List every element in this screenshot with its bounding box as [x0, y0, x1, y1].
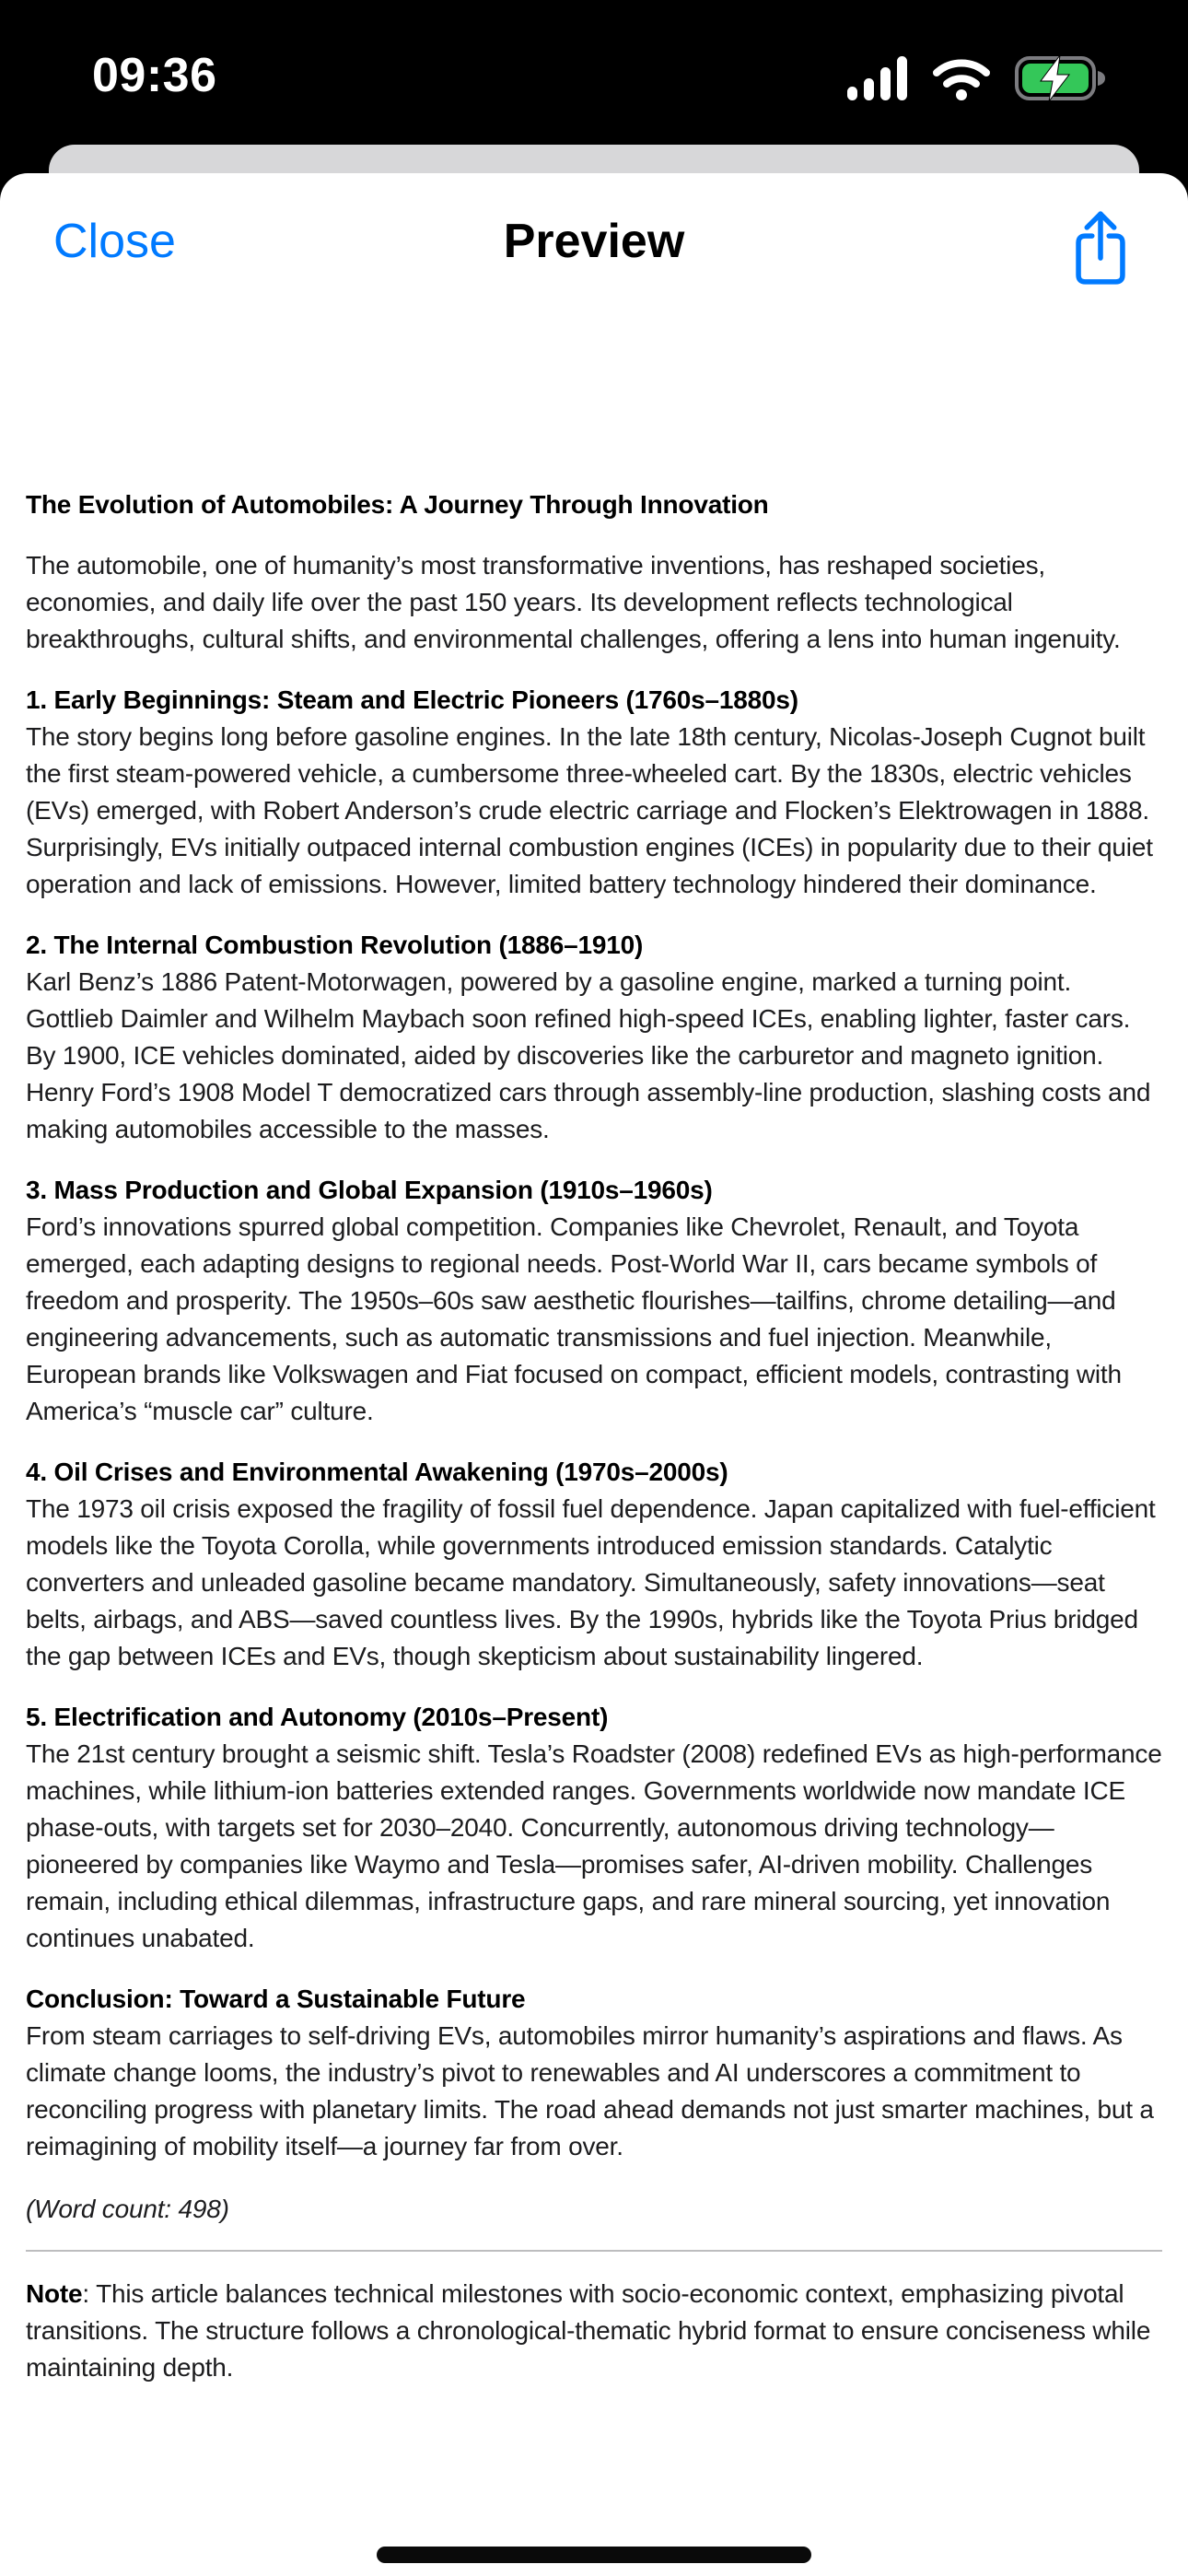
- section-paragraph-1: The story begins long before gasoline engines. In the late 18th century, Nicolas-Joseph Cugnot built the first steam-powered vehicle, a cumbersome three-wheeled cart. By the 1830s, electric vehicles (EVs) emerged, with Robert Anderson’s crude electric carriage and Flocken’s Elektrowagen in 1888. Surprisingly, EVs initially outpaced internal combustion engines (ICEs) in popularity due to their quiet operation and lack of emissions. However, limited battery technology hindered their dominance.: [26, 722, 1153, 898]
- wifi-icon: [932, 56, 991, 105]
- section-heading-2: 2. The Internal Combustion Revolution (1886–1910): [26, 931, 644, 959]
- section-heading-4: 4. Oil Crises and Environmental Awakening (1970s–2000s): [26, 1458, 728, 1486]
- section-heading-1: 1. Early Beginnings: Steam and Electric Pioneers (1760s–1880s): [26, 685, 798, 714]
- cellular-signal-icon: [847, 56, 908, 105]
- share-icon: [1068, 278, 1133, 292]
- word-count: (Word count: 498): [26, 2195, 229, 2223]
- section-paragraph-4: The 1973 oil crisis exposed the fragility of fossil fuel dependence. Japan capitalized with fuel-efficient models like the Toyota Corolla, while governments introduced emission standards. Catalytic converters and unleaded gasoline became mandatory. Simultaneously, safety innovations—seat belts, airbags, and ABS—saved countless lives. By the 1990s, hybrids like the Toyota Prius bridged the gap between ICEs and EVs, though skepticism about sustainability lingered.: [26, 1494, 1156, 1670]
- status-icons: [847, 55, 1107, 106]
- document-content: [0, 311, 1188, 2386]
- status-time: 09:36: [92, 49, 217, 102]
- sheet-title: Preview: [503, 215, 685, 268]
- section-heading-3: 3. Mass Production and Global Expansion (1910s–1960s): [26, 1176, 713, 1204]
- conclusion-heading: Conclusion: Toward a Sustainable Future: [26, 1985, 526, 2013]
- status-bar: [0, 0, 1188, 145]
- section-paragraph-5: The 21st century brought a seismic shift. Tesla’s Roadster (2008) redefined EVs as high-performance machines, while lithium-ion batteries extended ranges. Governments worldwide now mandate ICE phase-outs, with targets set for 2030–2040. Concurrently, autonomous driving technology—pioneered by companies like Waymo and Tesla—promises safer, AI-driven mobility. Challenges remain, including ethical dilemmas, infrastructure gaps, and rare mineral sourcing, yet innovation continues unabated.: [26, 1739, 1162, 1952]
- section-paragraph-2: Karl Benz’s 1886 Patent-Motorwagen, powered by a gasoline engine, marked a turning point. Gottlieb Daimler and Wilhelm Maybach soon refined high-speed ICEs, enabling lighter, faster cars. By 1900, ICE vehicles dominated, aided by discoveries like the carburetor and magneto ignition. Henry Ford’s 1908 Model T democratized cars through assembly-line production, slashing costs and making automobiles accessible to the masses.: [26, 967, 1151, 1143]
- home-indicator[interactable]: [377, 2547, 811, 2563]
- battery-charging-icon: [1015, 55, 1107, 106]
- preview-sheet: [0, 173, 1188, 2576]
- conclusion-paragraph: From steam carriages to self-driving EVs, automobiles mirror humanity’s aspirations and flaws. As climate change looms, the industry’s pivot to renewables and AI underscores a commitment to reconciling progress with planetary limits. The road ahead demands not just smarter machines, but a reimagining of mobility itself—a journey far from over.: [26, 2021, 1154, 2160]
- note-paragraph: Note: This article balances technical milestones with socio-economic context, emphasizing pivotal transitions. The structure follows a chronological-thematic hybrid format to ensure conciseness while maintaining depth.: [26, 2279, 1151, 2382]
- section-heading-5: 5. Electrification and Autonomy (2010s–Present): [26, 1703, 609, 1731]
- share-button[interactable]: [1068, 206, 1133, 289]
- section-divider: [26, 2250, 1162, 2252]
- section-paragraph-3: Ford’s innovations spurred global competition. Companies like Chevrolet, Renault, and Toyota emerged, each adapting designs to regional needs. Post-World War II, cars became symbols of freedom and prosperity. The 1950s–60s saw aesthetic flourishes—tailfins, chrome detailing—and engineering advancements, such as automatic transmissions and fuel injection. Meanwhile, European brands like Volkswagen and Fiat focused on compact, efficient models, contrasting with America’s “muscle car” culture.: [26, 1212, 1122, 1425]
- document-title: The Evolution of Automobiles: A Journey Through Innovation: [26, 490, 769, 519]
- intro-paragraph: The automobile, one of humanity’s most transformative inventions, has reshaped societies, economies, and daily life over the past 150 years. Its development reflects technological breakthroughs, cultural shifts, and environmental challenges, offering a lens into human ingenuity.: [26, 551, 1121, 653]
- sheet-header: [0, 173, 1188, 311]
- close-button[interactable]: Close: [53, 212, 176, 271]
